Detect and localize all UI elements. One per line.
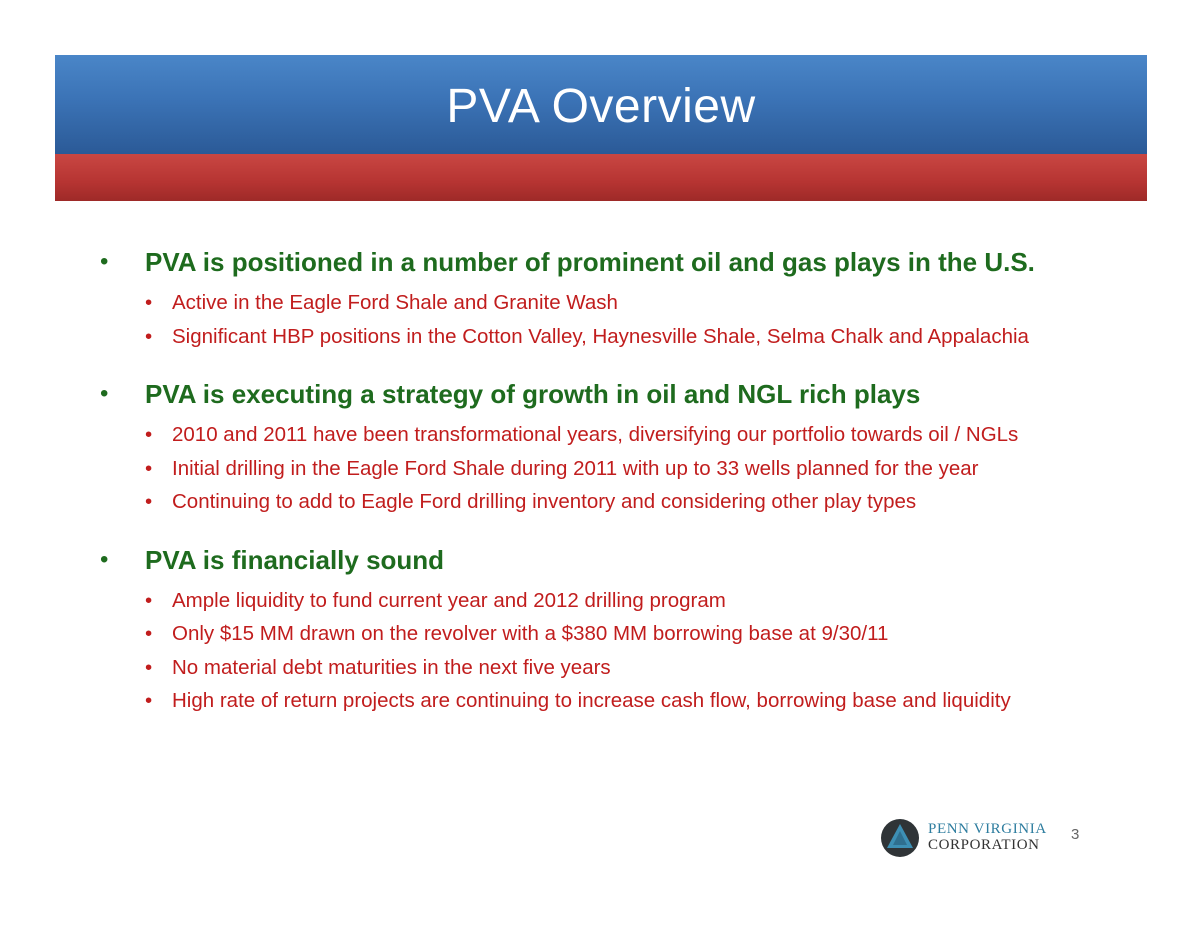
- logo-name-line2: CORPORATION: [928, 837, 1040, 853]
- sub-point-text: High rate of return projects are continuing to increase cash flow, borrowing base and liquidity: [172, 689, 1011, 712]
- logo-name-line1: PENN VIRGINIA: [928, 821, 1047, 837]
- sub-point-list: [100, 584, 1140, 718]
- header-red-band: [55, 154, 1147, 201]
- sub-point-text: Significant HBP positions in the Cotton Valley, Haynesville Shale, Selma Chalk and Appalachia: [172, 324, 1029, 348]
- bullet-icon: •: [145, 456, 153, 480]
- main-point-text: PVA is positioned in a number of prominent oil and gas plays in the U.S.: [145, 247, 1035, 277]
- main-point-text: PVA is financially sound: [145, 544, 445, 575]
- sub-point: [100, 320, 1140, 354]
- bullet-icon: •: [145, 689, 153, 712]
- bullet-icon: •: [145, 324, 153, 348]
- sub-point: [100, 617, 1140, 651]
- bullet-icon: •: [145, 291, 153, 314]
- sub-point: [100, 684, 1140, 718]
- company-logo: [880, 818, 1050, 860]
- sub-point: [100, 286, 1140, 320]
- sub-point-text: Ample liquidity to fund current year and 2012 drilling program: [172, 588, 726, 612]
- bullet-icon: •: [145, 423, 153, 446]
- bullet-icon: •: [100, 248, 109, 275]
- triangle-in-circle-icon: [880, 818, 920, 858]
- main-point: [100, 538, 1140, 582]
- sub-point-list: [100, 418, 1140, 519]
- sub-point-list: [100, 286, 1140, 353]
- bullet-icon: •: [145, 622, 153, 645]
- slide-title: PVA Overview: [446, 80, 756, 133]
- main-point: [100, 372, 1140, 416]
- sub-point-text: 2010 and 2011 have been transformational years, diversifying our portfolio towards oil / NGLs: [172, 423, 1019, 446]
- sub-point: [100, 485, 1140, 519]
- sub-point-text: Active in the Eagle Ford Shale and Granite Wash: [172, 291, 618, 314]
- sub-point-text: Continuing to add to Eagle Ford drilling inventory and considering other play types: [172, 490, 917, 513]
- slide-header: [55, 55, 1147, 201]
- page-number: 3: [1071, 826, 1080, 843]
- section-strategy: [100, 372, 1140, 519]
- sub-point: [100, 651, 1140, 685]
- main-point-text: PVA is executing a strategy of growth in oil and NGL rich plays: [145, 379, 921, 409]
- bullet-icon: •: [145, 490, 153, 513]
- slide-content: [100, 240, 1140, 718]
- section-financial: [100, 538, 1140, 718]
- sub-point: [100, 418, 1140, 452]
- sub-point: [100, 452, 1140, 486]
- sub-point-text: No material debt maturities in the next five years: [172, 655, 611, 679]
- bullet-icon: •: [100, 545, 109, 573]
- sub-point-text: Only $15 MM drawn on the revolver with a $380 MM borrowing base at 9/30/11: [172, 622, 889, 645]
- bullet-icon: •: [145, 655, 153, 679]
- section-positioning: [100, 240, 1140, 353]
- main-point: [100, 240, 1140, 284]
- sub-point: [100, 584, 1140, 618]
- sub-point-text: Initial drilling in the Eagle Ford Shale during 2011 with up to 33 wells planned for the year: [172, 456, 979, 480]
- bullet-icon: •: [100, 380, 109, 407]
- bullet-icon: •: [145, 588, 153, 612]
